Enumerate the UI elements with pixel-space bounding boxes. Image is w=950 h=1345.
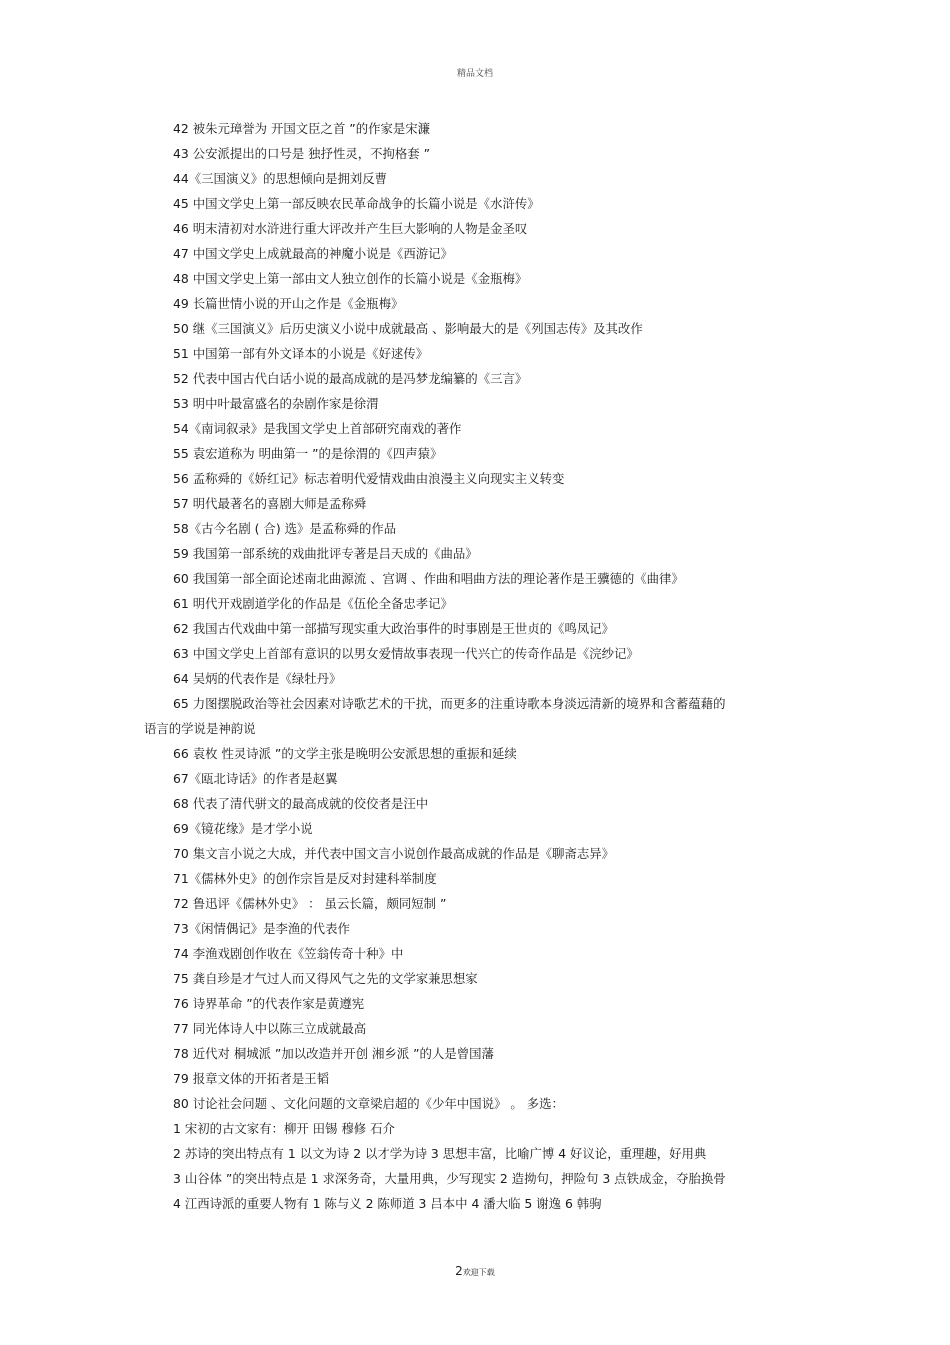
text-line: 49 长篇世情小说的开山之作是《金瓶梅》 bbox=[173, 296, 404, 311]
text-line: 43 公安派提出的口号是 独抒性灵，不拘格套 ” bbox=[173, 146, 431, 161]
text-line: 65 力图摆脱政治等社会因素对诗歌艺术的干扰，而更多的注重诗歌本身淡远清新的境界和含蓄蕴藉的 bbox=[173, 696, 726, 711]
text-line: 46 明末清初对水浒进行重大评改并产生巨大影响的人物是金圣叹 bbox=[173, 221, 528, 236]
text-line: 66 袁枚 性灵诗派 ”的文学主张是晚明公安派思想的重振和延续 bbox=[173, 746, 517, 761]
page-number: 2 bbox=[455, 1264, 463, 1278]
text-line: 75 龚自珍是才气过人而又得风气之先的文学家兼思想家 bbox=[173, 971, 478, 986]
text-line: 47 中国文学史上成就最高的神魔小说是《西游记》 bbox=[173, 246, 453, 261]
page-header: 精品文档 bbox=[456, 69, 493, 79]
text-line: 77 同光体诗人中以陈三立成就最高 bbox=[173, 1021, 367, 1036]
text-line: 58《古今名剧 ( 合) 选》是孟称舜的作品 bbox=[173, 521, 397, 536]
text-line: 62 我国古代戏曲中第一部描写现实重大政治事件的时事剧是王世贞的《鸣凤记》 bbox=[173, 621, 614, 636]
text-line: 70 集文言小说之大成，并代表中国文言小说创作最高成就的作品是《聊斋志异》 bbox=[173, 846, 614, 861]
text-line: 68 代表了清代骈文的最高成就的佼佼者是汪中 bbox=[173, 796, 429, 811]
text-line: 78 近代对 桐城派 ”加以改造并开创 湘乡派 ”的人是曾国藩 bbox=[173, 1046, 494, 1061]
text-line: 4 江西诗派的重要人物有 1 陈与义 2 陈师道 3 吕本中 4 潘大临 5 谢逸 6 韩驹 bbox=[173, 1196, 602, 1211]
text-line: 71《儒林外史》的创作宗旨是反对封建科举制度 bbox=[173, 871, 437, 886]
text-line: 74 李渔戏剧创作收在《笠翁传奇十种》中 bbox=[173, 946, 404, 961]
page-footer bbox=[0, 1260, 950, 1279]
text-line: 50 继《三国演义》后历史演义小说中成就最高 、影响最大的是《列国志传》及其改作 bbox=[173, 321, 643, 336]
text-line: 3 山谷体 ”的突出特点是 1 求深务奇，大量用典，少写现实 2 造拗句，押险句 3 点铁成金，夺胎换骨 bbox=[173, 1171, 726, 1186]
text-line: 64 吴炳的代表作是《绿牡丹》 bbox=[173, 671, 342, 686]
text-line: 80 讨论社会问题 、文化问题的文章梁启超的《少年中国说》 。 多选： bbox=[173, 1096, 564, 1111]
text-line: 73《闲情偶记》是李渔的代表作 bbox=[173, 921, 350, 936]
text-line: 63 中国文学史上首部有意识的以男女爱情故事表现一代兴亡的传奇作品是《浣纱记》 bbox=[173, 646, 639, 661]
text-line: 52 代表中国古代白话小说的最高成就的是冯梦龙编纂的《三言》 bbox=[173, 371, 528, 386]
text-line: 1 宋初的古文家有：柳开 田锡 穆修 石介 bbox=[173, 1121, 395, 1136]
text-line: 55 袁宏道称为 明曲第一 ”的是徐渭的《四声猿》 bbox=[173, 446, 443, 461]
text-line: 76 诗界革命 ”的代表作家是黄遵宪 bbox=[173, 996, 365, 1011]
footer-text: 欢迎下载 bbox=[462, 1268, 495, 1277]
text-line: 69《镜花缘》是才学小说 bbox=[173, 821, 313, 836]
text-line: 42 被朱元璋誉为 开国文臣之首 ”的作家是宋濂 bbox=[173, 121, 431, 136]
text-line: 51 中国第一部有外文译本的小说是《好逑传》 bbox=[173, 346, 429, 361]
text-line: 44《三国演义》的思想倾向是拥刘反曹 bbox=[173, 171, 388, 186]
document-body bbox=[0, 116, 950, 1216]
text-line: 67《瓯北诗话》的作者是赵翼 bbox=[173, 771, 338, 786]
text-line: 56 孟称舜的《娇红记》标志着明代爱情戏曲由浪漫主义向现实主义转变 bbox=[173, 471, 565, 486]
text-line: 53 明中叶最富盛名的杂剧作家是徐渭 bbox=[173, 396, 379, 411]
text-line: 48 中国文学史上第一部由文人独立创作的长篇小说是《金瓶梅》 bbox=[173, 271, 528, 286]
text-line: 54《南词叙录》是我国文学史上首部研究南戏的著作 bbox=[173, 421, 462, 436]
text-line: 59 我国第一部系统的戏曲批评专著是吕天成的《曲品》 bbox=[173, 546, 478, 561]
text-line: 57 明代最著名的喜剧大师是孟称舜 bbox=[173, 496, 367, 511]
text-line: 60 我国第一部全面论述南北曲源流 、宫调 、作曲和唱曲方法的理论著作是王骥德的《曲律》 bbox=[173, 571, 684, 586]
text-line: 79 报章文体的开拓者是王韬 bbox=[173, 1071, 330, 1086]
text-line: 2 苏诗的突出特点有 1 以文为诗 2 以才学为诗 3 思想丰富，比喻广博 4 好议论，重理趣，好用典 bbox=[173, 1146, 707, 1161]
text-line: 45 中国文学史上第一部反映农民革命战争的长篇小说是《水浒传》 bbox=[173, 196, 540, 211]
text-line: 61 明代开戏剧道学化的作品是《伍伦全备忠孝记》 bbox=[173, 596, 453, 611]
text-line: 72 鲁迅评《儒林外史》 ： 虽云长篇，颇同短制 ” bbox=[173, 896, 447, 911]
text-line-continuation: 语言的学说是神韵说 bbox=[144, 721, 256, 736]
